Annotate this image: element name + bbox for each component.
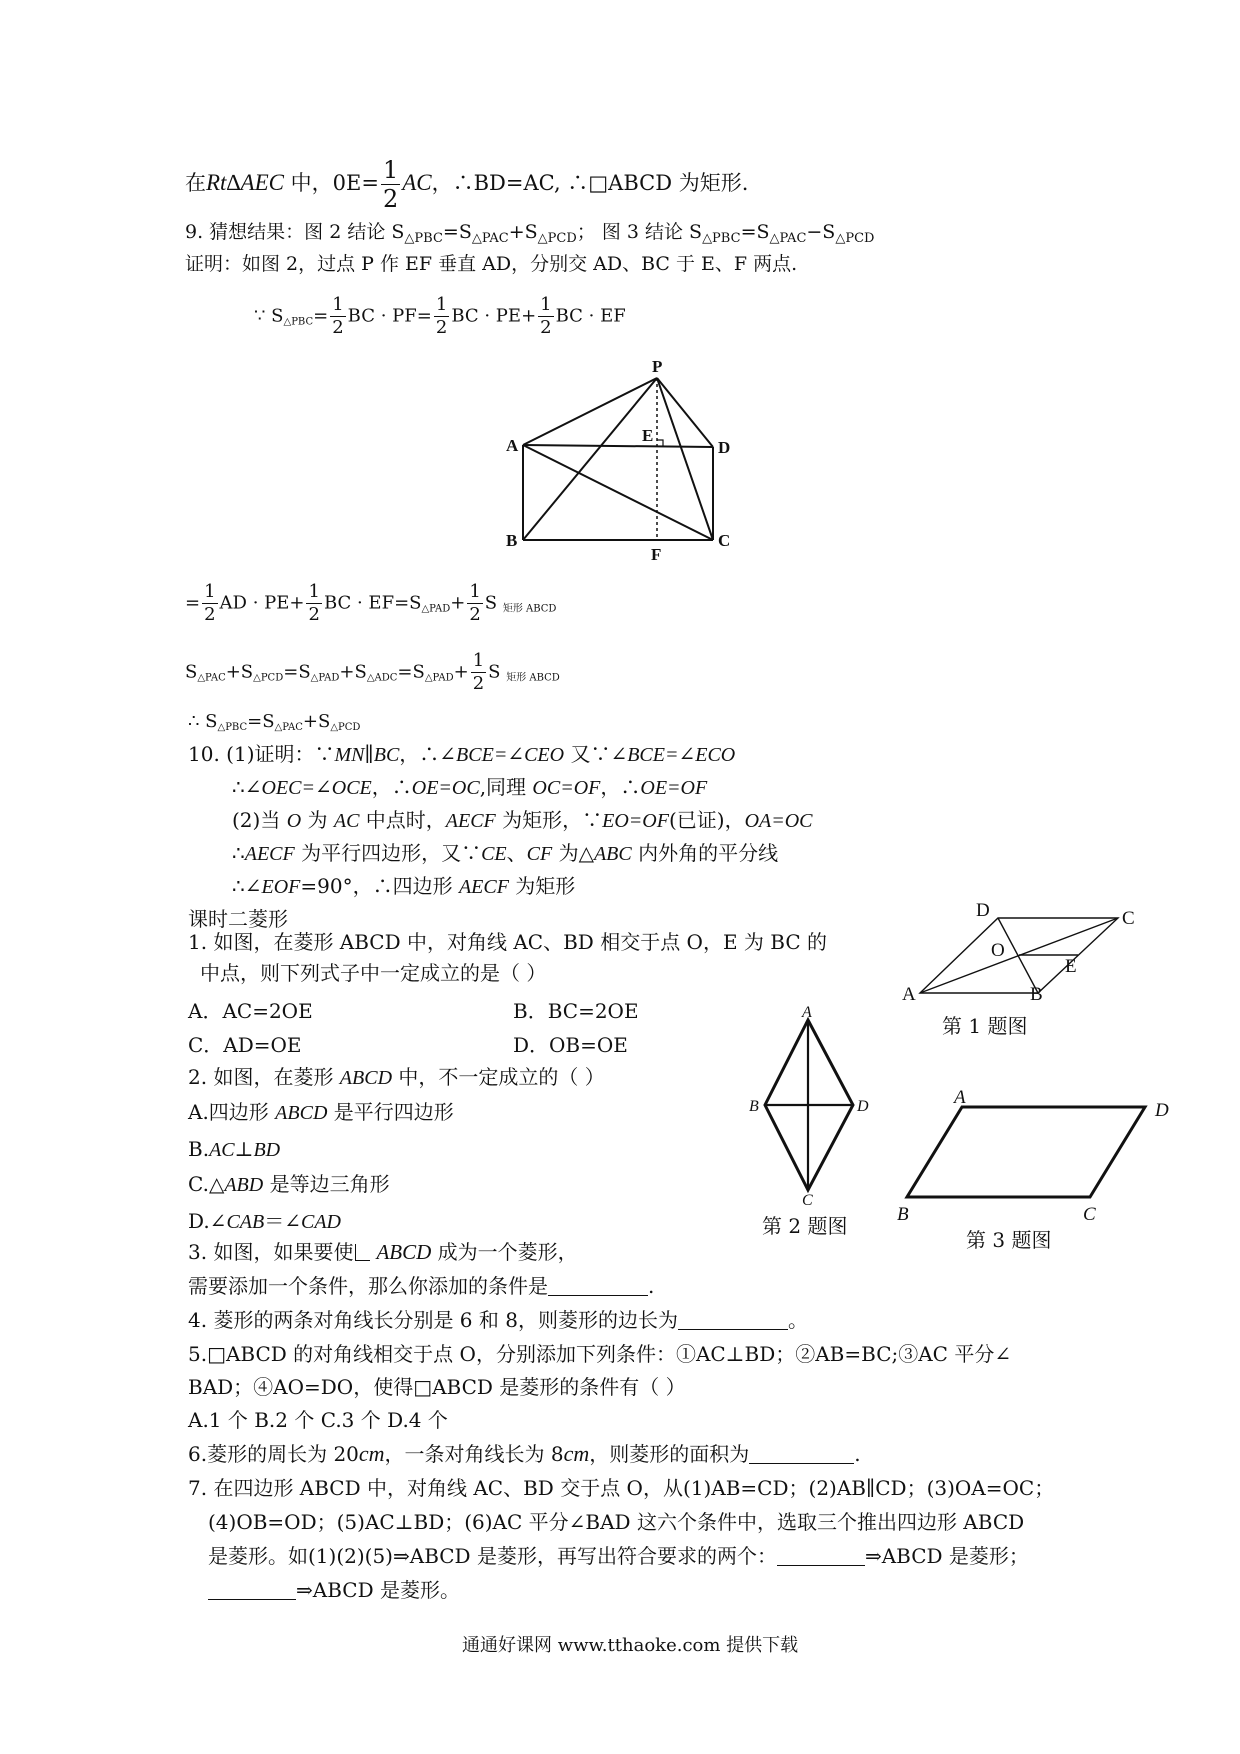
figure-2-caption: 第 2 题图: [762, 1214, 848, 1238]
solution-line-1: 在Rt∆AEC 中，0E= $\frac{1}{2}$ AC，∴BD=AC, ∴□ABCD 为矩形.: [185, 156, 749, 213]
solution-line-10b: ∴∠OEC=∠OCE，∴OE=OC,同理 OC=OF，∴OE=OF: [232, 775, 708, 799]
label-p: P: [652, 357, 663, 376]
question-1: 1. 如图，在菱形 ABCD 中，对角线 AC、BD 相交于点 O，E 为 BC 的: [188, 930, 827, 954]
fig3-label-b: B: [897, 1204, 909, 1225]
question-1-cont: 中点，则下列式子中一定成立的是（ ）: [200, 961, 547, 985]
q1-option-d: D．OB=OE: [513, 1033, 628, 1057]
figure-1-rhombus: [898, 900, 1158, 1030]
label-d: D: [718, 438, 731, 457]
question-5-cont: BAD；④AO=DO，使得□ABCD 是菱形的条件有（ ）: [188, 1375, 686, 1399]
equation-line-3: S△PAC+S△PCD=S△PAD+S△ADC=S△PAD+ $\frac{1}{2}$ S 矩形 ABCD: [185, 650, 560, 694]
answer-blank[interactable]: [678, 1309, 788, 1330]
fig2-label-b: B: [749, 1098, 759, 1115]
fig2-label-d: D: [857, 1098, 869, 1115]
fig3-label-d: D: [1155, 1100, 1169, 1121]
label-e: E: [642, 426, 654, 445]
q2-option-d: D.∠CAB＝∠CAD: [188, 1209, 341, 1233]
question-6: 6.菱形的周长为 20cm，一条对角线长为 8cm，则菱形的面积为 .: [188, 1441, 861, 1466]
section-title: 课时二菱形: [188, 907, 288, 931]
proof-intro: 证明：如图 2，过点 P 作 EF 垂直 AD，分别交 AD、BC 于 E、F 两点.: [185, 253, 798, 275]
equation-line-2: = $\frac{1}{2}$ AD · PE+ $\frac{1}{2}$ BC · EF=S△PAD+ $\frac{1}{2}$ S 矩形 ABCD: [185, 581, 557, 625]
figure-rectangle-pabcd: [500, 355, 740, 565]
q2-option-c: C.△ABD 是等边三角形: [188, 1172, 390, 1196]
question-4: 4. 菱形的两条对角线长分别是 6 和 8，则菱形的边长为 。: [188, 1308, 808, 1332]
label-b: B: [506, 531, 518, 550]
fig3-label-c: C: [1083, 1204, 1096, 1225]
solution-line-10e: ∴∠EOF=90°，∴四边形 AECF 为矩形: [232, 874, 576, 898]
fig1-label-a: A: [902, 984, 916, 1005]
question-3-cont: 需要添加一个条件，那么你添加的条件是 .: [188, 1274, 655, 1298]
page-footer: 通通好课网 www.tthaoke.com 提供下载: [462, 1635, 799, 1656]
answer-blank[interactable]: [208, 1579, 296, 1600]
figure-3-parallelogram: [885, 1090, 1185, 1225]
question-7-cont-2: 是菱形。如(1)(2)(5)⇒ABCD 是菱形，再写出符合要求的两个： ⇒ABCD 是菱形；: [208, 1544, 1029, 1568]
question-7: 7. 在四边形 ABCD 中，对角线 AC、BD 交于点 O，从(1)AB=CD；(2)AB∥CD；(3)OA=OC；: [188, 1476, 1055, 1500]
question-7-cont-3: ⇒ABCD 是菱形。: [208, 1576, 460, 1604]
q2-option-b: B.AC⊥BD: [188, 1137, 281, 1161]
question-3: 3. 如图，如果要使 ABCD 成为一个菱形，: [188, 1240, 578, 1264]
label-f: F: [651, 545, 662, 564]
solution-line-9: 9. 猜想结果：图 2 结论 $S_{\triangle PBC}=S_{\triangle PAC}+S_{\triangle PCD}$； 图 3 结论 $S_{\triangle PBC}=S_{\triangle PAC}-S_{\triangle PCD}$: [185, 221, 875, 246]
answer-blank[interactable]: [548, 1275, 648, 1296]
fig3-label-a: A: [954, 1090, 966, 1108]
solution-line-10: 10. (1)证明：∵MN∥BC，∴∠BCE=∠CEO 又∵∠BCE=∠ECO: [188, 742, 736, 766]
fig1-label-e: E: [1065, 956, 1077, 977]
question-5-options: A.1 个 B.2 个 C.3 个 D.4 个: [188, 1408, 448, 1432]
figure-2-rhombus: [745, 1005, 885, 1205]
equation-conclusion: ∴ S△PBC=S△PAC+S△PCD: [188, 711, 361, 733]
fraction: $\frac{1}{2}$: [382, 156, 399, 213]
equation-line-1: ∵ S△PBC= $\frac{1}{2}$ BC · PF= $\frac{1}{2}$ BC · PE+ $\frac{1}{2}$ BC · EF: [254, 294, 626, 338]
figure-3-caption: 第 3 题图: [966, 1228, 1052, 1252]
solution-line-10c: (2)当 O 为 AC 中点时，AECF 为矩形，∵EO=OF(已证)，OA=OC: [232, 808, 813, 832]
fig1-label-o: O: [991, 940, 1005, 961]
question-2: 2. 如图，在菱形 ABCD 中，不一定成立的（ ）: [188, 1065, 605, 1089]
label-a: A: [506, 436, 519, 455]
solution-line-10d: ∴AECF 为平行四边形，又∵CE、CF 为△ABC 内外角的平分线: [232, 841, 779, 865]
question-5: 5.□ABCD 的对角线相交于点 O，分别添加下列条件：①AC⊥BD；②AB=BC;③AC 平分∠: [188, 1342, 1012, 1366]
fig1-label-d: D: [976, 900, 990, 921]
label-c: C: [718, 531, 731, 550]
fig1-label-c: C: [1122, 908, 1135, 929]
answer-blank[interactable]: [749, 1443, 854, 1464]
fig2-label-c: C: [802, 1192, 813, 1205]
answer-blank[interactable]: [777, 1545, 865, 1566]
question-7-cont-1: (4)OB=OD；(5)AC⊥BD；(6)AC 平分∠BAD 这六个条件中，选取三个推出四边形 ABCD: [208, 1510, 1025, 1534]
q2-option-a: A.四边形 ABCD 是平行四边形: [188, 1100, 454, 1124]
q1-option-c: C．AD=OE: [188, 1033, 302, 1057]
parallelogram-symbol: [355, 1244, 370, 1261]
fig2-label-a: A: [802, 1005, 812, 1021]
q1-option-a: A．AC=2OE: [188, 999, 313, 1023]
q1-option-b: B．BC=2OE: [513, 999, 639, 1023]
figure-1-caption: 第 1 题图: [942, 1014, 1028, 1038]
fig1-label-b: B: [1030, 984, 1043, 1005]
